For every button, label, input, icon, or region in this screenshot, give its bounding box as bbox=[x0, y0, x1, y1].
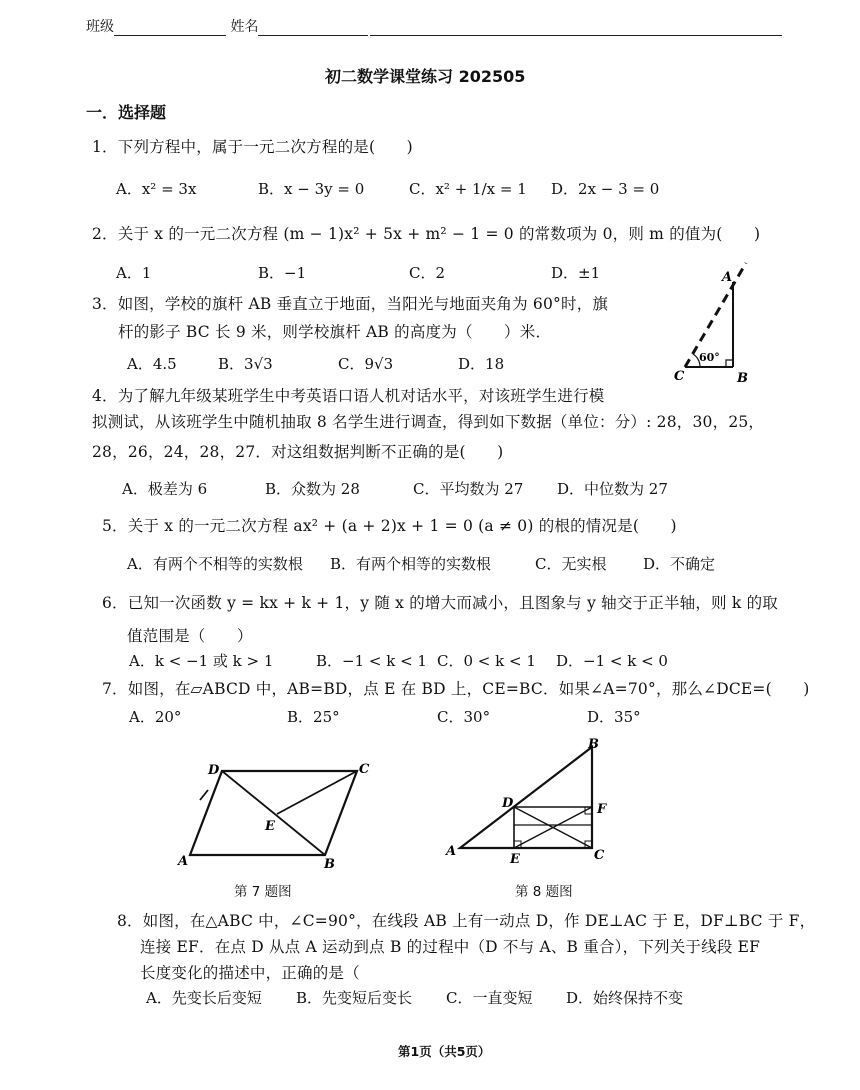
q8-line2: 连接 EF．在点 D 从点 A 运动到点 B 的过程中（D 不与 A、B 重合），下列关于线段 EF bbox=[140, 938, 761, 956]
q7-option-d[interactable]: D．35° bbox=[587, 708, 641, 726]
q3-line1: 3．如图，学校的旗杆 AB 垂直立于地面，当阳光与地面夹角为 60°时，旗 bbox=[92, 295, 609, 313]
q8-label-f: F bbox=[597, 802, 607, 817]
q3-option-d[interactable]: D．18 bbox=[458, 355, 505, 373]
q7-label-c: C bbox=[359, 762, 370, 777]
q4-option-a[interactable]: A．极差为 6 bbox=[122, 480, 208, 498]
page-title: 初二数学课堂练习 202505 bbox=[325, 67, 526, 86]
q1-option-a[interactable]: A．x² = 3x bbox=[116, 180, 197, 198]
q2-stem: 2．关于 x 的一元二次方程 (m − 1)x² + 5x + m² − 1 = 0 的常数项为 0，则 m 的值为( ) bbox=[92, 225, 761, 243]
header-rule bbox=[370, 35, 782, 36]
q3-angle-label: 60° bbox=[699, 351, 720, 364]
q8-figure-caption: 第 8 题图 bbox=[515, 884, 573, 900]
q8-label-b: B bbox=[588, 737, 599, 752]
q3-label-b: B bbox=[737, 371, 748, 386]
q3-line2: 杆的影子 BC 长 9 米，则学校旗杆 AB 的高度为（ ）米． bbox=[118, 323, 552, 341]
q3-label-c: C bbox=[674, 369, 685, 384]
q8-label-d: D bbox=[502, 796, 514, 811]
q7-diagonal-bd bbox=[222, 771, 325, 855]
q6-line2: 值范围是（ ） bbox=[127, 627, 253, 645]
q8-figure bbox=[440, 735, 625, 870]
q8-label-a: A bbox=[446, 844, 457, 859]
q8-option-c[interactable]: C．一直变短 bbox=[446, 989, 533, 1007]
q4-line3: 28，26，24，28，27．对这组数据判断不正确的是( ) bbox=[92, 443, 504, 461]
class-label: 班级 bbox=[86, 19, 114, 35]
q5-option-d[interactable]: D．不确定 bbox=[643, 555, 716, 573]
q1-option-d[interactable]: D．2x − 3 = 0 bbox=[551, 180, 660, 198]
q2-option-a[interactable]: A．1 bbox=[116, 264, 152, 282]
q6-line1: 6．已知一次函数 y = kx + k + 1，y 随 x 的增大而减小，且图象与 y 轴交于正半轴，则 k 的取 bbox=[102, 594, 778, 612]
q4-option-b[interactable]: B．众数为 28 bbox=[265, 480, 360, 498]
q4-option-d[interactable]: D．中位数为 27 bbox=[557, 480, 668, 498]
q7-figure bbox=[170, 752, 380, 872]
q2-option-b[interactable]: B．−1 bbox=[258, 264, 307, 282]
q8-label-e: E bbox=[510, 852, 520, 867]
q4-line2: 拟测试，从该班学生中随机抽取 8 名学生进行调查，得到如下数据（单位：分）: 28，30，25， bbox=[92, 413, 765, 431]
q2-option-d[interactable]: D．±1 bbox=[551, 264, 601, 282]
q5-option-c[interactable]: C．无实根 bbox=[535, 555, 607, 573]
q1-stem: 1．下列方程中，属于一元二次方程的是( ) bbox=[92, 138, 413, 156]
q8-triangle-abc bbox=[460, 747, 592, 848]
q5-option-b[interactable]: B．有两个相等的实数根 bbox=[330, 555, 492, 573]
q5-stem: 5．关于 x 的一元二次方程 ax² + (a + 2)x + 1 = 0 (a ≠ 0) 的根的情况是( ) bbox=[102, 517, 677, 535]
class-field bbox=[86, 16, 368, 36]
q7-label-a: A bbox=[178, 854, 189, 869]
q4-option-c[interactable]: C．平均数为 27 bbox=[413, 480, 524, 498]
q8-label-c: C bbox=[594, 848, 605, 863]
q7-stem: 7．如图，在▱ABCD 中，AB=BD，点 E 在 BD 上，CE=BC．如果∠A=70°，那么∠DCE=( ) bbox=[102, 680, 810, 698]
q7-segment-ce bbox=[277, 771, 357, 814]
q3-option-a[interactable]: A．4.5 bbox=[127, 355, 177, 373]
q2-option-c[interactable]: C．2 bbox=[409, 264, 446, 282]
q1-option-b[interactable]: B．x − 3y = 0 bbox=[258, 180, 365, 198]
q4-line1: 4．为了解九年级某班学生中考英语口语人机对话水平，对该班学生进行模 bbox=[92, 387, 605, 405]
name-label: 姓名 bbox=[230, 19, 259, 35]
q7-option-c[interactable]: C．30° bbox=[437, 708, 491, 726]
q8-option-b[interactable]: B．先变短后变长 bbox=[296, 989, 413, 1007]
q7-label-e: E bbox=[265, 819, 275, 834]
q7-figure-caption: 第 7 题图 bbox=[234, 884, 292, 900]
q3-option-c[interactable]: C．9√3 bbox=[338, 355, 394, 373]
q6-option-a[interactable]: A．k < −1 或 k > 1 bbox=[129, 652, 274, 670]
q7-tick-mark bbox=[200, 790, 208, 800]
q3-figure bbox=[660, 255, 770, 390]
q6-option-c[interactable]: C．0 < k < 1 bbox=[437, 652, 536, 670]
q7-option-b[interactable]: B．25° bbox=[287, 708, 340, 726]
q1-option-c[interactable]: C．x² + 1/x = 1 bbox=[409, 180, 527, 198]
name-blank[interactable] bbox=[258, 19, 368, 36]
class-blank[interactable] bbox=[114, 19, 226, 36]
q3-right-angle-mark bbox=[726, 360, 733, 367]
section-heading: 一．选择题 bbox=[86, 103, 167, 122]
q5-option-a[interactable]: A．有两个不相等的实数根 bbox=[127, 555, 303, 573]
page-footer: 第1页（共5页） bbox=[398, 1044, 491, 1059]
q7-option-a[interactable]: A．20° bbox=[129, 708, 182, 726]
q3-label-a: A bbox=[722, 270, 733, 285]
q3-option-b[interactable]: B．3√3 bbox=[218, 355, 273, 373]
q6-option-d[interactable]: D．−1 < k < 0 bbox=[556, 652, 668, 670]
q7-label-b: B bbox=[324, 857, 335, 872]
q8-line1: 8．如图，在△ABC 中，∠C=90°，在线段 AB 上有一动点 D，作 DE⊥AC 于 E，DF⊥BC 于 F， bbox=[117, 912, 816, 930]
q6-option-b[interactable]: B．−1 < k < 1 bbox=[316, 652, 427, 670]
q8-line3: 长度变化的描述中，正确的是（ bbox=[140, 964, 360, 982]
q8-option-d[interactable]: D．始终保持不变 bbox=[566, 989, 684, 1007]
q7-label-d: D bbox=[208, 763, 220, 778]
q8-option-a[interactable]: A．先变长后变短 bbox=[146, 989, 262, 1007]
